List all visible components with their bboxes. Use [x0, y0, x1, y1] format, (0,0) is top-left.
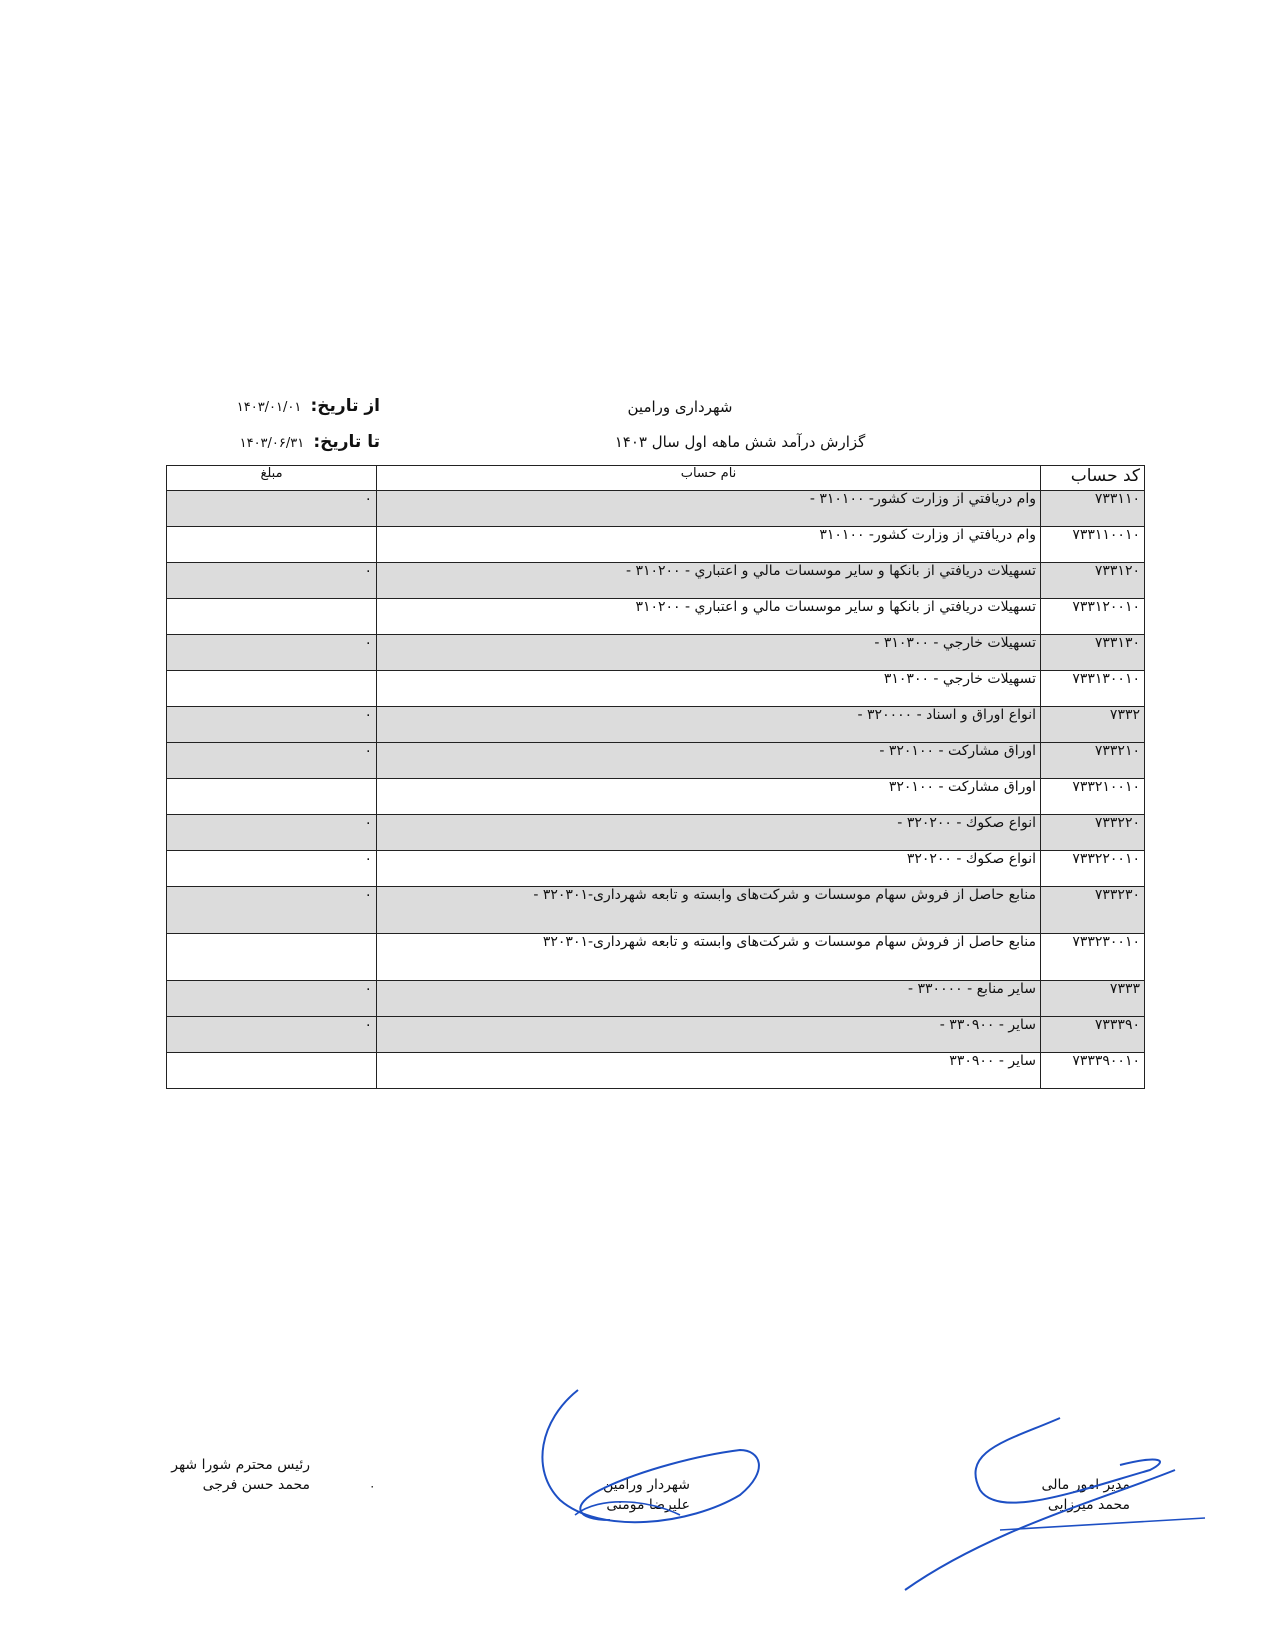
column-header-name: نام حساب: [377, 466, 1041, 491]
amount-cell: [167, 527, 377, 563]
account-code: ۷۳۳۳: [1041, 981, 1145, 1017]
amount-cell: [167, 934, 377, 981]
account-code: ۷۳۳۱۱۰: [1041, 491, 1145, 527]
account-name: وام دريافتي از وزارت كشور- ۳۱۰۱۰۰: [377, 527, 1041, 563]
table-header-row: [167, 466, 1145, 491]
table-row: [167, 981, 1145, 1017]
account-name: انواع صكوك - ۳۲۰۲۰۰: [377, 851, 1041, 887]
column-header-amount: مبلغ: [167, 466, 377, 491]
to-date-value: ۱۴۰۳/۰۶/۳۱: [239, 436, 305, 451]
dot-mark: ۰: [369, 1479, 376, 1493]
council-name: محمد حسن فرجی: [202, 1477, 310, 1493]
account-code: ۷۳۳۲۲۰۰۱۰: [1041, 851, 1145, 887]
amount-cell: [167, 1053, 377, 1089]
revenue-table: [166, 465, 1145, 1089]
amount-cell: ۰: [167, 981, 377, 1017]
amount-cell: ۰: [167, 1017, 377, 1053]
table-row: [167, 1017, 1145, 1053]
account-code: ۷۳۳۲۲۰: [1041, 815, 1145, 851]
mayor-title: شهردار ورامین: [602, 1477, 690, 1493]
from-date-line: [200, 396, 380, 416]
table-row: [167, 743, 1145, 779]
account-name: اوراق مشاركت - ۳۲۰۱۰۰ -: [377, 743, 1041, 779]
amount-cell: ۰: [167, 491, 377, 527]
table-row: [167, 779, 1145, 815]
table-row: [167, 599, 1145, 635]
council-title: رئیس محترم شورا شهر: [171, 1457, 310, 1473]
mayor-signature-block: [560, 1475, 690, 1515]
account-name: تسهيلات خارجي - ۳۱۰۳۰۰: [377, 671, 1041, 707]
account-code: ۷۳۳۲۳۰: [1041, 887, 1145, 934]
account-name: وام دريافتي از وزارت كشور- ۳۱۰۱۰۰ -: [377, 491, 1041, 527]
report-title: گزارش درآمد شش ماهه اول سال ۱۴۰۳: [614, 433, 866, 451]
finance-signature-block: [1010, 1475, 1130, 1515]
account-code: ۷۳۳۱۲۰: [1041, 563, 1145, 599]
amount-cell: [167, 779, 377, 815]
account-code: ۷۳۳۲۱۰: [1041, 743, 1145, 779]
table-row: [167, 527, 1145, 563]
amount-cell: ۰: [167, 707, 377, 743]
table-row: [167, 635, 1145, 671]
amount-cell: ۰: [167, 815, 377, 851]
account-code: ۷۳۳۳۹۰: [1041, 1017, 1145, 1053]
mayor-name: علیرضا مومنی: [606, 1497, 690, 1513]
organization-title: شهرداری ورامین: [627, 398, 733, 416]
column-header-code: کد حساب: [1041, 466, 1145, 491]
account-name: انواع صكوك - ۳۲۰۲۰۰ -: [377, 815, 1041, 851]
table-row: [167, 887, 1145, 934]
account-name: منابع حاصل از فروش سهام موسسات و شرکت‌های وابسته و تابعه شهرداری-۳۲۰۳۰۱: [377, 934, 1041, 981]
table-row: [167, 491, 1145, 527]
amount-cell: ۰: [167, 743, 377, 779]
account-name: ساير منابع - ۳۳۰۰۰۰ -: [377, 981, 1041, 1017]
to-date-line: [200, 432, 380, 452]
table-row: [167, 815, 1145, 851]
council-signature-block: [150, 1455, 310, 1495]
account-code: ۷۳۳۱۱۰۰۱۰: [1041, 527, 1145, 563]
account-name: تسهيلات دريافتي از بانكها و ساير موسسات مالي و اعتباري - ۳۱۰۲۰۰: [377, 599, 1041, 635]
table-row: [167, 934, 1145, 981]
account-code: ۷۳۳۱۲۰۰۱۰: [1041, 599, 1145, 635]
table-row: [167, 851, 1145, 887]
from-date-label: از تاریخ:: [310, 396, 380, 416]
finance-title: مدیر امور مالی: [1041, 1477, 1130, 1493]
amount-cell: ۰: [167, 851, 377, 887]
account-name: انواع اوراق و اسناد - ۳۲۰۰۰۰ -: [377, 707, 1041, 743]
finance-signature-line: [1000, 1518, 1205, 1530]
table-row: [167, 671, 1145, 707]
account-code: ۷۳۳۱۳۰: [1041, 635, 1145, 671]
table-row: [167, 1053, 1145, 1089]
account-code: ۷۳۳۱۳۰۰۱۰: [1041, 671, 1145, 707]
amount-cell: [167, 599, 377, 635]
account-code: ۷۳۳۲: [1041, 707, 1145, 743]
account-code: ۷۳۳۲۳۰۰۱۰: [1041, 934, 1145, 981]
amount-cell: ۰: [167, 563, 377, 599]
from-date-value: ۱۴۰۳/۰۱/۰۱: [236, 400, 302, 415]
account-name: ساير - ۳۳۰۹۰۰ -: [377, 1017, 1041, 1053]
account-name: ساير - ۳۳۰۹۰۰: [377, 1053, 1041, 1089]
account-name: تسهيلات خارجي - ۳۱۰۳۰۰ -: [377, 635, 1041, 671]
account-name: منابع حاصل از فروش سهام موسسات و شرکت‌های وابسته و تابعه شهرداری-۳۲۰۳۰۱ -: [377, 887, 1041, 934]
account-code: ۷۳۳۲۱۰۰۱۰: [1041, 779, 1145, 815]
table-row: [167, 707, 1145, 743]
finance-name: محمد میرزایی: [1047, 1497, 1130, 1513]
account-name: تسهيلات دريافتي از بانكها و ساير موسسات مالي و اعتباري - ۳۱۰۲۰۰ -: [377, 563, 1041, 599]
amount-cell: [167, 671, 377, 707]
amount-cell: ۰: [167, 887, 377, 934]
amount-cell: ۰: [167, 635, 377, 671]
account-code: ۷۳۳۳۹۰۰۱۰: [1041, 1053, 1145, 1089]
to-date-label: تا تاریخ:: [313, 432, 380, 452]
table-row: [167, 563, 1145, 599]
account-name: اوراق مشاركت - ۳۲۰۱۰۰: [377, 779, 1041, 815]
